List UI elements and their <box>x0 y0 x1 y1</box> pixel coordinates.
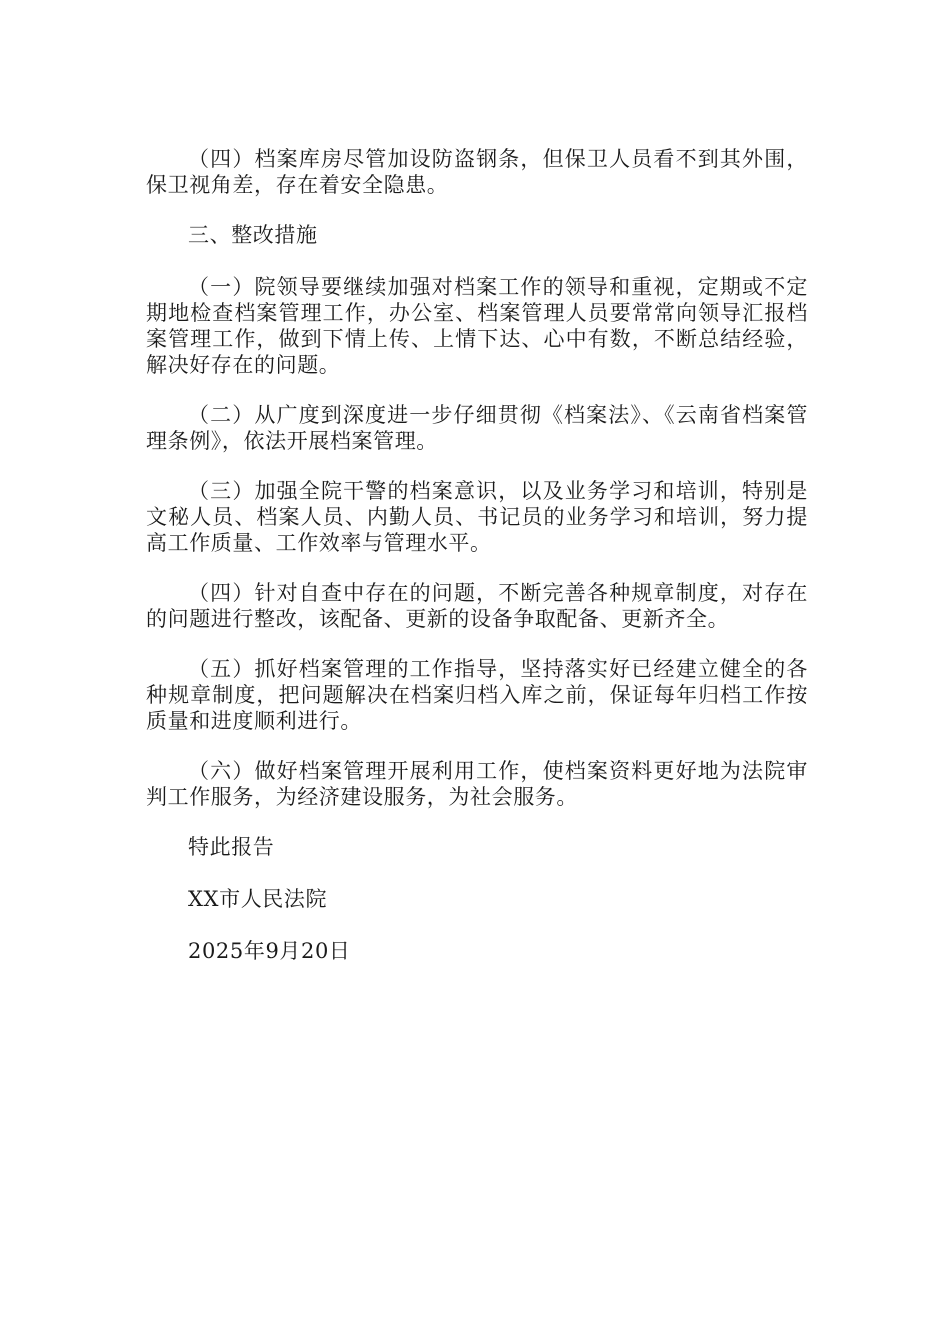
signature-organization: XX市人民法院 <box>188 887 328 911</box>
paragraph-measure-1: （一）院领导要继续加强对档案工作的领导和重视，定期或不定期地检查档案管理工作，办公室、档案管理人员要常常向领导汇报档案管理工作，做到下情上传、上情下达、心中有数，不断总结经验，解决好存在的问题。 <box>146 275 808 377</box>
paragraph-measure-2: （二）从广度到深度进一步仔细贯彻《档案法》、《云南省档案管理条例》，依法开展档案管理。 <box>146 403 808 453</box>
paragraph-measure-6: （六）做好档案管理开展利用工作，使档案资料更好地为法院审判工作服务，为经济建设服务，为社会服务。 <box>146 759 808 809</box>
section-heading-rectification: 三、整改措施 <box>188 223 318 247</box>
paragraph-security-risk: （四）档案库房尽管加设防盗钢条，但保卫人员看不到其外围，保卫视角差，存在着安全隐患。 <box>146 147 808 197</box>
closing-remark: 特此报告 <box>188 835 275 859</box>
document-body <box>146 146 808 990</box>
paragraph-measure-5: （五）抓好档案管理的工作指导，坚持落实好已经建立健全的各种规章制度，把问题解决在档案归档入库之前，保证每年归档工作按质量和进度顺利进行。 <box>146 657 808 733</box>
paragraph-measure-3: （三）加强全院干警的档案意识，以及业务学习和培训，特别是文秘人员、档案人员、内勤人员、书记员的业务学习和培训，努力提高工作质量、工作效率与管理水平。 <box>146 479 808 555</box>
signature-date: 2025年9月20日 <box>188 939 351 963</box>
paragraph-measure-4: （四）针对自查中存在的问题，不断完善各种规章制度，对存在的问题进行整改，该配备、更新的设备争取配备、更新齐全。 <box>146 581 808 631</box>
